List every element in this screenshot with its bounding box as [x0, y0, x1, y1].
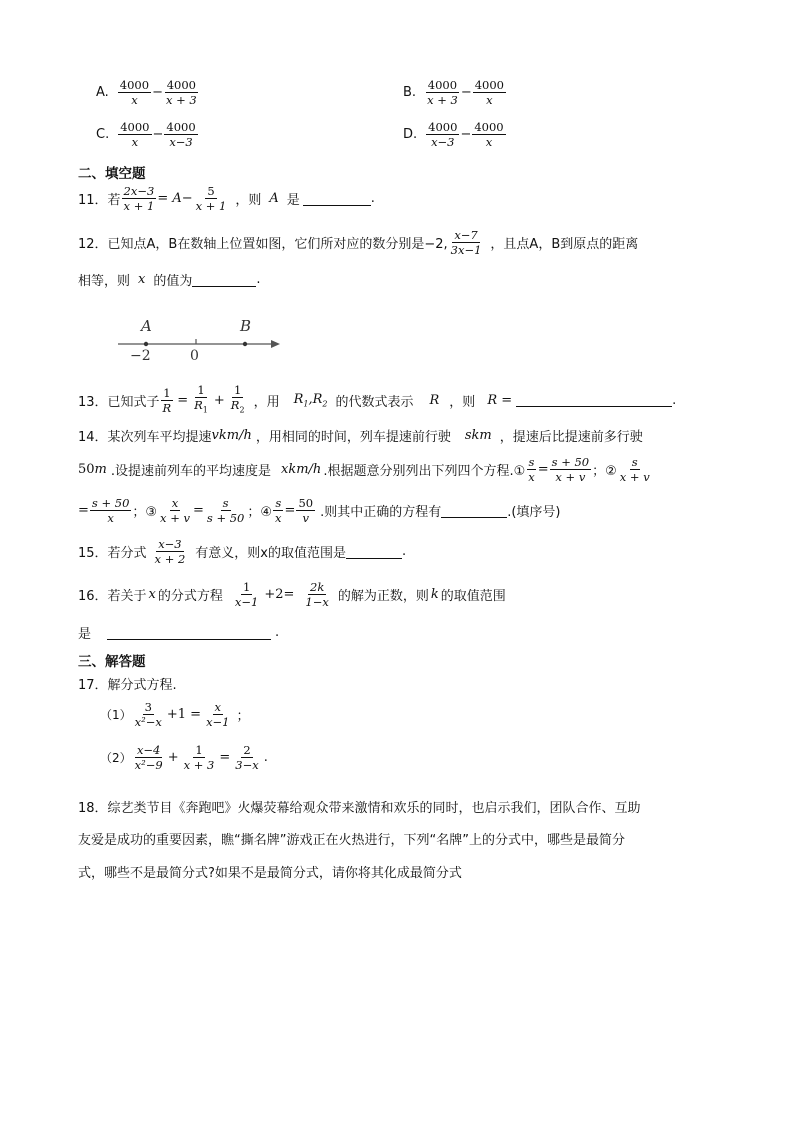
- question-18-line1: 18．综艺类节目《奔跑吧》火爆荧幕给观众带来激情和欢乐的同时，也启示我们，团队合作、互助: [78, 801, 641, 816]
- tick-label-0: 0: [190, 348, 199, 364]
- axis-arrow: [271, 340, 280, 348]
- fraction: $\frac{s}{x}$: [528, 455, 535, 484]
- fraction: $\frac{s + 50}{x + v}$: [551, 455, 590, 484]
- fraction: $\frac{x-4}{\text{x²−9}}$: [134, 743, 163, 772]
- section-title: 三、解答题: [78, 654, 146, 670]
- fraction: $\frac{x}{x + v}$: [160, 496, 190, 525]
- fraction: $\frac{50}{v}$: [298, 496, 314, 525]
- answer-blank[interactable]: [192, 273, 256, 287]
- fraction: $\frac{4000}{x-3}$: [428, 120, 458, 149]
- fraction: $\frac{s + 50}{x}$: [91, 496, 130, 525]
- question-14-line1: 14．某次列车平均提速 vkm/h ，用相同的时间，列车提速前行驶 skm ，提速后比提速前多行驶: [78, 428, 643, 445]
- question-15: 15．若分式 $\frac{x-3}{x + 2}$ 有意义，则x的取值范围是 .: [78, 537, 407, 566]
- fraction: $\frac{4000}{x}$: [474, 120, 504, 149]
- question-16-line2: 是 .: [78, 625, 280, 642]
- fraction: $\frac{s}{x}$: [275, 496, 282, 525]
- question-16: 16．若关于 x 的分式方程 $\frac{1}{x-1}$ +2= $\frac{2k}{1-x}$ 的解为正数，则 k 的取值范围: [78, 580, 506, 609]
- fraction: $\frac{2x-3}{x + 1}$: [123, 184, 155, 213]
- question-18-line2: 友爱是成功的重要因素，瞧“撕名牌”游戏正在火热进行，下列“名牌”上的分式中，哪些是最简分: [78, 833, 625, 848]
- fraction: $\frac{2}{3-x}$: [235, 743, 259, 772]
- section-title: 二、填空题: [78, 166, 146, 182]
- fraction: $\frac{4000}{x + 3}$: [165, 78, 197, 107]
- fraction: $\frac{x}{x-1}$: [206, 700, 230, 729]
- question-17-title: 17．解分式方程.: [78, 678, 177, 693]
- fraction: $\frac{3}{\text{x²−x}}$: [134, 700, 162, 729]
- fraction: $\frac{1}{x-1}$: [234, 580, 259, 609]
- answer-blank[interactable]: [516, 393, 672, 407]
- question-11: 11．若 $\frac{2x-3}{x + 1}$ = A− $\frac{5}{x + 1}$ ，则 A 是 .: [78, 184, 375, 213]
- fraction: $\frac{4000}{x}$: [474, 78, 504, 107]
- point-a: [144, 342, 148, 346]
- fraction: $\frac{1}{R_2}$: [230, 383, 245, 415]
- fraction: $\frac{4000}{x}$: [120, 120, 150, 149]
- fraction: $\frac{s}{s + 50}$: [206, 496, 245, 525]
- option-d: D. $\frac{4000}{x-3}$ − $\frac{4000}{x}$: [403, 120, 504, 149]
- question-13: 13．已知式子 $\frac{1}{R}$ = $\frac{1}{R_1}$ + $\frac{1}{R_2}$ ，用 $R_1,R_2$ 的代数式表示 R ，则 R = .: [78, 383, 676, 417]
- fraction: $\frac{4000}{x}$: [119, 78, 150, 107]
- fraction: $\frac{5}{x + 1}$: [195, 184, 227, 213]
- fraction: $\frac{4000}{x-3}$: [166, 120, 196, 149]
- number-line: [114, 312, 284, 364]
- fraction: $\frac{1}{R}$: [162, 385, 172, 415]
- answer-blank[interactable]: [346, 545, 402, 559]
- answer-blank[interactable]: [303, 192, 371, 206]
- question-12: 12．已知点A，B在数轴上位置如图，它们所对应的数分别是−2, $\frac{x-7}{3x-1}$ ，且点A，B到原点的距离: [78, 228, 639, 257]
- fraction: $\frac{s}{x + v}$: [619, 455, 650, 484]
- question-12-line2: 相等，则 x 的值为 .: [78, 272, 261, 289]
- fraction: $\frac{1}{x + 3}$: [183, 743, 215, 772]
- fraction: $\frac{x-3}{x + 2}$: [154, 537, 186, 566]
- label-a: A: [141, 317, 152, 335]
- fraction: $\frac{1}{R_1}$: [194, 383, 208, 415]
- fraction: $\frac{x-7}{3x-1}$: [450, 228, 482, 257]
- question-17-part-1: （1） $\frac{3}{\text{x²−x}}$ +1 = $\frac{x}{x-1}$ ；: [100, 700, 250, 729]
- fraction: $\frac{4000}{x + 3}$: [427, 78, 458, 107]
- answer-blank[interactable]: [107, 626, 271, 640]
- label-b: B: [240, 317, 252, 335]
- option-b: B. $\frac{4000}{x + 3}$ − $\frac{4000}{x}$: [403, 78, 504, 107]
- question-14-line3: = $\frac{s + 50}{x}$ ；③ $\frac{x}{x + v}$ = $\frac{s}{s + 50}$ ；④ $\frac{s}{x}$ = $\frac{50}{v}$ .则其中正确的方程有 .(填序号): [78, 496, 561, 525]
- option-c: C. $\frac{4000}{x}$ − $\frac{4000}{x-3}$: [96, 120, 196, 149]
- question-14-line2: 50 m .设提速前列车的平均速度是 xkm/h .根据题意分别列出下列四个方程.① $\frac{s}{x}$ = $\frac{s + 50}{x + v}$ ；② $\frac{s}{x + v}$: [78, 455, 650, 484]
- fraction: $\frac{2k}{1-x}$: [305, 580, 329, 609]
- point-b: [243, 342, 247, 346]
- answer-blank[interactable]: [441, 504, 507, 518]
- question-18-line3: 式，哪些不是最简分式?如果不是最简分式，请你将其化成最简分式: [78, 866, 462, 881]
- option-a: A. $\frac{4000}{x}$ − $\frac{4000}{x + 3}$: [96, 78, 197, 107]
- question-17-part-2: （2） $\frac{x-4}{\text{x²−9}}$ + $\frac{1}{x + 3}$ = $\frac{2}{3-x}$ .: [100, 743, 268, 772]
- tick-label-minus-2: −2: [130, 348, 151, 364]
